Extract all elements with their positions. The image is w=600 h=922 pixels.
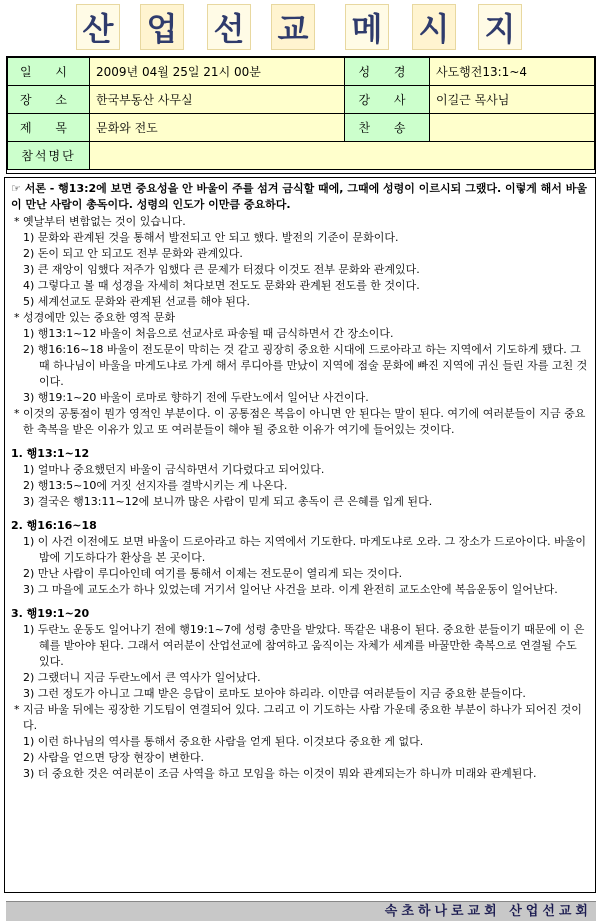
attendees-label: 참석명단 xyxy=(8,142,90,170)
list-item: 1) 두란노 운동도 일어나기 전에 행19:1~7에 성령 충만을 받았다. 똑같은 내용이 된다. 중요한 분들이기 때문에 이 은혜를 받아야 된다. 그래서 여러분이 산업선교에 참여하고 움직이는 자체가 세계를 바꿀만한 축복으로 연결될 수도 있다. xyxy=(23,623,585,668)
list-item: 2) 돈이 되고 안 되고도 전부 문화와 관계있다. xyxy=(23,247,243,260)
attendees-value xyxy=(90,142,595,170)
point-heading: * 이것의 공통점이 뭔가 영적인 부분이다. 이 공통점은 복음이 아니면 안 된다는 말이 된다. 여기에 여러분들이 지금 중요한 축복을 받은 이유가 있고 또 여러분들이 해야 될 중요한 이유가 여기에 들어있는 것이다. xyxy=(14,407,586,436)
info-table xyxy=(6,56,596,174)
list-item: 3) 큰 재앙이 임했다 저주가 임했다 큰 문제가 터졌다 이것도 전부 문화와 관계있다. xyxy=(23,263,420,276)
sermon-body xyxy=(4,177,596,893)
title-char: 메 xyxy=(345,4,389,50)
speaker-label: 강 사 xyxy=(345,86,430,114)
title-char: 지 xyxy=(478,4,522,50)
date-label: 일 시 xyxy=(8,58,90,86)
list-item: 1) 이 사건 이전에도 보면 바울이 드로아라고 하는 지역에서 기도한다. 마게도냐로 오라. 그 장소가 드로아이다. 바울이 밤에 기도하다가 환상을 본 곳이다. xyxy=(23,535,587,564)
list-item: 2) 그랬더니 지금 두란노에서 큰 역사가 일어났다. xyxy=(23,671,261,684)
title-char: 업 xyxy=(140,4,184,50)
list-item: 4) 그렇다고 볼 때 성경을 자세히 쳐다보면 전도도 문화와 관계된 전도를 한 것이다. xyxy=(23,279,420,292)
section-heading: 3. 행19:1~20 xyxy=(11,607,90,620)
sermon-intro: ☞ 서론 - 행13:2에 보면 중요성을 안 바울이 주를 섬겨 금식할 때에, 그때에 성령이 이르시되 그랬다. 이렇게 해서 바울이 만난 사람이 총독이다. 성령의 인도가 이만큼 중요하다. xyxy=(11,182,587,211)
list-item: 1) 얼마나 중요했던지 바울이 금식하면서 기다렸다고 되어있다. xyxy=(23,463,325,476)
footer-church-name: 속초하나로교회 산업선교회 xyxy=(6,901,596,921)
section-heading: 2. 행16:16~18 xyxy=(11,519,97,532)
list-item: 2) 사람을 얻으면 당장 현장이 변한다. xyxy=(23,751,205,764)
list-item: 3) 그 마을에 교도소가 하나 있었는데 거기서 일어난 사건을 보라. 이게 완전히 교도소안에 복음운동이 일어난다. xyxy=(23,583,558,596)
scripture-label: 성 경 xyxy=(345,58,430,86)
speaker-value: 이길근 목사님 xyxy=(430,86,595,114)
place-value: 한국부동산 사무실 xyxy=(90,86,345,114)
list-item: 2) 행16:16~18 바울이 전도문이 막히는 것 같고 굉장히 중요한 시대에 드로아라고 하는 지역에서 기도하게 됐다. 그때 하나님이 바울을 마게도냐로 가게 해서 루디아를 만났이 지역에 점술 문화에 빠진 지역에 귀신 들린 자를 고친 것이다. xyxy=(23,343,588,388)
scripture-value: 사도행전13:1~4 xyxy=(430,58,595,86)
topic-value: 문화와 전도 xyxy=(90,114,345,142)
title-char: 시 xyxy=(412,4,456,50)
point-heading: * 성경에만 있는 중요한 영적 문화 xyxy=(14,311,176,324)
title-char: 교 xyxy=(271,4,315,50)
date-value: 2009년 04월 25일 21시 00분 xyxy=(90,58,345,86)
hymn-value xyxy=(430,114,595,142)
hymn-label: 찬 송 xyxy=(345,114,430,142)
list-item: 3) 행19:1~20 바울이 로마로 향하기 전에 두란노에서 일어난 사건이다. xyxy=(23,391,369,404)
list-item: 3) 그런 정도가 아니고 그때 받은 응답이 로마도 보아야 하리라. 이만큼 여러분들이 지금 중요한 분들이다. xyxy=(23,687,526,700)
page-title xyxy=(0,4,600,50)
list-item: 1) 문화와 관계된 것을 통해서 발전되고 안 되고 했다. 발전의 기준이 문화이다. xyxy=(23,231,399,244)
point-heading: * 지금 바울 뒤에는 굉장한 기도팀이 연결되어 있다. 그리고 이 기도하는 사람 가운데 중요한 부분이 하나가 되어진 것이다. xyxy=(14,703,582,732)
section-heading: 1. 행13:1~12 xyxy=(11,447,90,460)
list-item: 3) 더 중요한 것은 여러분이 조금 사역을 하고 모임을 하는 이것이 뭐와 관계되는가 하니까 미래와 관계된다. xyxy=(23,767,537,780)
list-item: 1) 행13:1~12 바울이 처음으로 선교사로 파송될 때 금식하면서 간 장소이다. xyxy=(23,327,394,340)
list-item: 3) 결국은 행13:11~12에 보니까 많은 사람이 믿게 되고 총독이 큰 은혜를 입게 된다. xyxy=(23,495,433,508)
title-char: 선 xyxy=(207,4,251,50)
title-char: 산 xyxy=(76,4,120,50)
list-item: 1) 이런 하나님의 역사를 통해서 중요한 사람을 얻게 된다. 이것보다 중요한 게 없다. xyxy=(23,735,424,748)
list-item: 2) 만난 사람이 루디아인데 여기를 통해서 이제는 전도문이 열리게 되는 것이다. xyxy=(23,567,403,580)
topic-label: 제 목 xyxy=(8,114,90,142)
point-heading: * 옛날부터 변함없는 것이 있습니다. xyxy=(14,215,186,228)
list-item: 2) 행13:5~10에 거짓 선지자를 결박시키는 게 나온다. xyxy=(23,479,288,492)
place-label: 장 소 xyxy=(8,86,90,114)
list-item: 5) 세계선교도 문화와 관계된 선교를 해야 된다. xyxy=(23,295,251,308)
